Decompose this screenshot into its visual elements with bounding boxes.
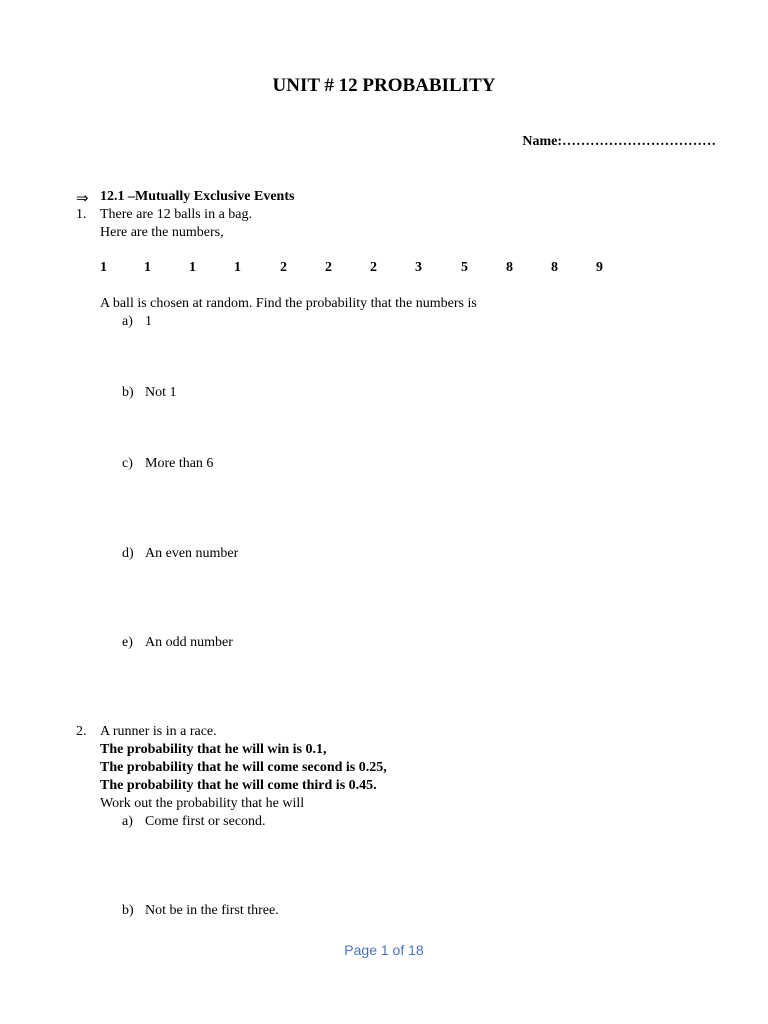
page-footer: Page 1 of 18 [344, 942, 424, 958]
part-text: 1 [145, 314, 152, 329]
ball-number: 1 [234, 260, 241, 275]
name-field: Name:…………………………… [522, 134, 716, 149]
part-text: An even number [145, 546, 239, 561]
question-2-prompt: Work out the probability that he will [100, 796, 305, 811]
ball-number: 2 [370, 260, 377, 275]
part-label: a) [122, 814, 133, 829]
part-label: e) [122, 635, 133, 650]
page-title: UNIT # 12 PROBABILITY [272, 75, 496, 96]
ball-number: 8 [551, 260, 558, 275]
ball-number: 3 [415, 260, 422, 275]
question-1-prompt: A ball is chosen at random. Find the probability that the numbers is [100, 296, 477, 311]
part-text: An odd number [145, 635, 233, 650]
ball-number: 5 [461, 260, 468, 275]
part-label: a) [122, 314, 133, 329]
ball-number: 1 [144, 260, 151, 275]
ball-number: 1 [189, 260, 196, 275]
part-label: d) [122, 546, 134, 561]
question-2-bold3: The probability that he will come third is 0.45. [100, 778, 377, 793]
part-text: Come first or second. [145, 814, 266, 829]
part-label: c) [122, 456, 133, 471]
question-1-number: 1. [76, 207, 87, 222]
question-2-line1: A runner is in a race. [100, 724, 217, 739]
ball-number: 1 [100, 260, 107, 275]
part-label: b) [122, 903, 134, 918]
arrow-icon: ⇒ [76, 191, 89, 207]
question-2-bold2: The probability that he will come second is 0.25, [100, 760, 387, 775]
question-1-line2: Here are the numbers, [100, 225, 224, 240]
ball-number: 9 [596, 260, 603, 275]
ball-number: 2 [325, 260, 332, 275]
part-text: More than 6 [145, 456, 214, 471]
ball-number: 2 [280, 260, 287, 275]
part-text: Not be in the first three. [145, 903, 279, 918]
ball-number: 8 [506, 260, 513, 275]
ball-numbers-row [100, 260, 620, 278]
question-2-bold1: The probability that he will win is 0.1, [100, 742, 327, 757]
section-title: 12.1 –Mutually Exclusive Events [100, 189, 295, 204]
question-2-number: 2. [76, 724, 87, 739]
question-1-line1: There are 12 balls in a bag. [100, 207, 252, 222]
part-label: b) [122, 385, 134, 400]
part-text: Not 1 [145, 385, 177, 400]
